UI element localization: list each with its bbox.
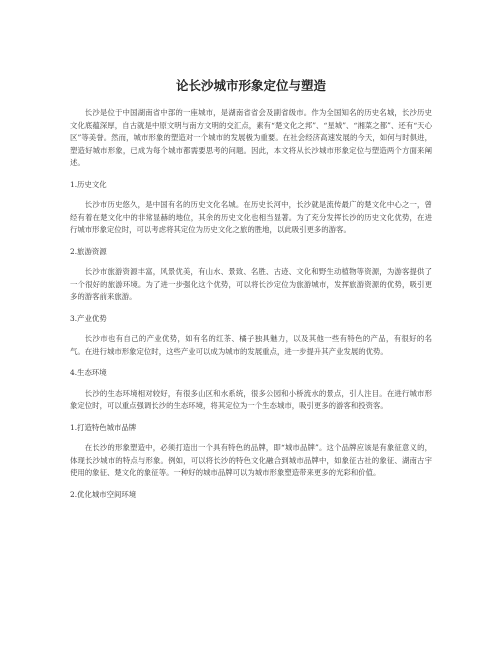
section-body: 长沙的生态环境相对较好，有很多山区和水系统，很多公园和小桥流水的景点，引人注目。在进行城市形象定位时，可以重点强调长沙的生态环境，将其定位为一个生态城市，吸引更多的游客和投资客。 xyxy=(70,388,432,410)
section-heading: 1.历史文化 xyxy=(70,179,107,189)
section-body: 长沙市也有自己的产业优势，如有名的红茶、橘子独具魅力，以及其他一些有特色的产品，有很好的名气。在进行城市形象定位时，这些产业可以成为城市的发展重点，进一步提升其产业发展的优势。 xyxy=(70,334,432,356)
intro-paragraph: 长沙是位于中国湖南省中部的一座城市，是湖南省省会及副省级市。作为全国知名的历史名城，长沙历史文化底蕴深厚，自古就是中原文明与南方文明的交汇点，素有“楚文化之邦”、“星城”、“湘菜之都”、还有“天心区”等美誉。然而，城市形象的塑造对一个城市的发展极为重要。在社会经济高速发展的今天，如何与时俱进，塑造好城市形象，已成为每个城市都需要思考的问题。因此，本文将从长沙城市形象定位与塑造两个方面来阐述。 xyxy=(70,108,432,167)
section-body: 在长沙的形象塑造中，必须打造出一个具有特色的品牌，即“城市品牌”。这个品牌应该是有象征意义的，体现长沙城市的特点与形象。例如，可以将长沙的特色文化融合到城市品牌中，如象征古社的象征、湖南古宇使用的象征、楚文化的象征等。一种好的城市品牌可以为城市形象塑造带来更多的光彩和价值。 xyxy=(70,443,432,477)
section-body: 长沙市历史悠久，是中国有名的历史文化名城。在历史长河中，长沙就是流传最广的楚文化中心之一，曾经有着在楚文化中的非常显赫的地位，其余的历史文化也相当显著。为了充分发挥长沙的历史文化优势，在进行城市形象定位时，可以考虑将其定位为历史文化之旅的胜地，以此吸引更多的游客。 xyxy=(70,200,432,234)
section-heading: 2.旅游资源 xyxy=(70,246,107,256)
section-heading: 2.优化城市空间环境 xyxy=(70,489,137,499)
document-title: 论长沙城市形象定位与塑造 xyxy=(175,78,326,93)
section-heading: 3.产业优势 xyxy=(70,313,107,323)
section-heading: 1.打造特色城市品牌 xyxy=(70,422,137,432)
section-body: 长沙市旅游资源丰富，风景优美，有山水、景致、名胜、古迹、文化和野生动植物等资源，为游客提供了一个很好的旅游环境。为了进一步强化这个优势，可以将长沙定位为旅游城市，发挥旅游资源的优势，吸引更多的游客前来旅游。 xyxy=(70,267,432,301)
section-heading: 4.生态环境 xyxy=(70,368,107,377)
